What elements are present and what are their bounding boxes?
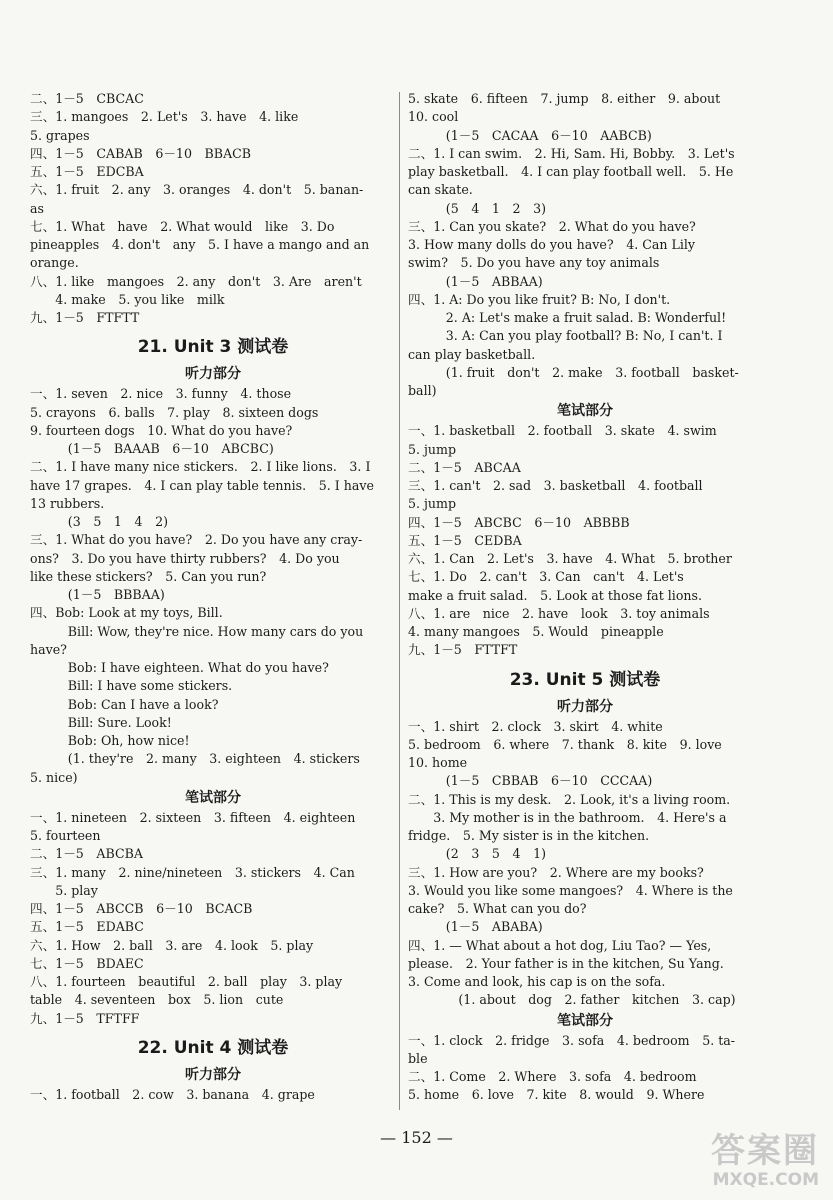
answer-line: 5. skate 6. fifteen 7. jump 8. either 9. about <box>408 91 721 106</box>
answer-line: 三、1. What do you have? 2. Do you have any cray- <box>30 532 363 548</box>
answer-line: swim? 5. Do you have any toy animals <box>408 255 660 271</box>
answer-line: ball) <box>408 383 437 398</box>
answer-line: 四、1－5 ABCBC 6－10 ABBBB <box>408 514 630 530</box>
subsection-title: 听力部分 <box>185 1066 241 1083</box>
answer-line: 三、1. Can you skate? 2. What do you have? <box>408 218 696 234</box>
answer-line: like these stickers? 5. Can you run? <box>30 568 267 584</box>
answer-line: 4. make 5. you like milk <box>55 291 225 307</box>
answer-line: 5. grapes <box>30 127 90 143</box>
answer-line: 5. fourteen <box>30 828 101 843</box>
answer-line: 二、1－5 ABCAA <box>408 459 521 475</box>
answer-line: (1－5 BBBAA) <box>67 587 165 602</box>
answer-line: 九、1－5 FTFTT <box>30 310 140 325</box>
answer-line: (3 5 1 4 2) <box>67 514 169 529</box>
answer-line: 五、1－5 CEDBA <box>408 532 522 548</box>
answer-line: 三、1. many 2. nine/nineteen 3. stickers 4. Can <box>30 864 355 880</box>
answer-line: 一、1. football 2. cow 3. banana 4. grape <box>30 1086 315 1102</box>
answer-line: 3. How many dolls do you have? 4. Can Lily <box>408 237 696 252</box>
answer-line: fridge. 5. My sister is in the kitchen. <box>408 828 650 843</box>
answer-line: 5. jump <box>408 496 457 512</box>
answer-line: 5. jump <box>408 441 457 457</box>
section-title: 21. Unit 3 测试卷 <box>137 337 289 358</box>
answer-line: have? <box>30 641 67 657</box>
answer-line: Bill: I have some stickers. <box>67 678 233 694</box>
section-title: 22. Unit 4 测试卷 <box>137 1037 289 1058</box>
answer-line: 九、1－5 TFTFF <box>30 1010 140 1026</box>
answer-line: 四、1. A: Do you like fruit? B: No, I don't. <box>408 291 671 307</box>
answer-line: 二、1－5 CBCAC <box>30 91 144 106</box>
answer-line: 八、1. like mangoes 2. any don't 3. Are aren't <box>30 273 362 289</box>
answer-line: 一、1. basketball 2. football 3. skate 4. swim <box>408 423 717 439</box>
answer-line: 5. play <box>55 882 98 898</box>
answer-line: (1－5 CBBAB 6－10 CCCAA) <box>445 773 653 789</box>
subsection-title: 笔试部分 <box>557 1012 613 1029</box>
answer-line: 4. many mangoes 5. Would pineapple <box>408 624 664 639</box>
answer-line: (2 3 5 4 1) <box>445 846 547 862</box>
answer-line: 七、1. What have 2. What would like 3. Do <box>30 218 335 234</box>
page-number: — 152 — <box>380 1128 453 1147</box>
answer-line: 七、1－5 BDAEC <box>30 955 144 971</box>
answer-line: 二、1. This is my desk. 2. Look, it's a living room. <box>408 791 731 807</box>
answer-line: 六、1. fruit 2. any 3. oranges 4. don't 5. banan- <box>30 182 364 198</box>
answer-line: 2. A: Let's make a fruit salad. B: Wonderful! <box>445 310 727 325</box>
answer-line: 五、1－5 EDCBA <box>30 164 144 179</box>
subsection-title: 听力部分 <box>185 366 241 383</box>
answer-line: 四、1. — What about a hot dog, Liu Tao? — Yes, <box>408 937 712 953</box>
answer-line: please. 2. Your father is in the kitchen, Su Yang. <box>408 955 724 971</box>
answer-line: 5. bedroom 6. where 7. thank 8. kite 9. love <box>408 736 722 752</box>
answer-line: 九、1－5 FTTFT <box>408 642 518 658</box>
answer-line: 八、1. fourteen beautiful 2. ball play 3. play <box>30 974 343 989</box>
answer-line: (1. fruit don't 2. make 3. football basket- <box>445 364 739 380</box>
answer-line: 5. crayons 6. balls 7. play 8. sixteen dogs <box>30 404 319 420</box>
answer-line: 3. Would you like some mangoes? 4. Where is the <box>408 882 733 898</box>
answer-line: play basketball. 4. I can play football well. 5. He <box>408 164 734 179</box>
answer-line: as <box>30 200 44 216</box>
answer-line: Bob: Can I have a look? <box>67 696 219 712</box>
right-column <box>408 90 762 1105</box>
answer-line: 3. Come and look, his cap is on the sofa. <box>408 974 666 989</box>
subsection-title: 笔试部分 <box>185 789 241 806</box>
answer-line: 六、1. Can 2. Let's 3. have 4. What 5. brother <box>408 551 732 566</box>
answer-line: 13 rubbers. <box>30 495 105 511</box>
answer-line: 七、1. Do 2. can't 3. Can can't 4. Let's <box>408 569 684 585</box>
answer-line: 六、1. How 2. ball 3. are 4. look 5. play <box>30 937 314 953</box>
answer-line: make a fruit salad. 5. Look at those fat lions. <box>408 587 702 603</box>
answer-line: (1－5 ABBAA) <box>445 273 543 289</box>
answer-line: 二、1－5 ABCBA <box>30 846 143 862</box>
answer-line: pineapples 4. don't any 5. I have a mango and an <box>30 237 370 252</box>
answer-line: 5. home 6. love 7. kite 8. would 9. Where <box>408 1087 705 1103</box>
answer-line: 10. cool <box>408 109 459 125</box>
answer-line: Bill: Wow, they're nice. How many cars do you <box>67 623 364 639</box>
answer-line: can skate. <box>408 182 473 198</box>
answer-line: 一、1. seven 2. nice 3. funny 4. those <box>30 386 292 402</box>
answer-line: have 17 grapes. 4. I can play table tennis. 5. I have <box>30 477 374 493</box>
answer-line: 二、1. I have many nice stickers. 2. I like lions. 3. I <box>30 459 371 475</box>
column-divider <box>399 92 400 1110</box>
answer-line: (5 4 1 2 3) <box>445 200 547 216</box>
answer-line: ble <box>408 1050 428 1066</box>
answer-line: 二、1. I can swim. 2. Hi, Sam. Hi, Bobby. 3. Let's <box>408 145 735 161</box>
answer-line: 5. nice) <box>30 769 78 785</box>
answer-line: (1－5 BAAAB 6－10 ABCBC) <box>67 441 274 456</box>
answer-line: 3. My mother is in the bathroom. 4. Here's a <box>433 809 727 825</box>
answer-line: 一、1. nineteen 2. sixteen 3. fifteen 4. eighteen <box>30 809 356 825</box>
watermark-logo-text: 答案圈 <box>711 1131 819 1171</box>
answer-line: 一、1. shirt 2. clock 3. skirt 4. white <box>408 718 663 734</box>
answer-line: 10. home <box>408 755 468 770</box>
answer-line: 八、1. are nice 2. have look 3. toy animals <box>408 605 710 621</box>
answer-line: 一、1. clock 2. fridge 3. sofa 4. bedroom 5. ta- <box>408 1032 736 1048</box>
answer-line: 9. fourteen dogs 10. What do you have? <box>30 422 293 438</box>
answer-line: 四、1－5 ABCCB 6－10 BCACB <box>30 901 253 916</box>
answer-line: orange. <box>30 255 79 271</box>
watermark-url: MXQE.COM <box>712 1170 819 1190</box>
answer-line: (1－5 CACAA 6－10 AABCB) <box>445 127 652 143</box>
answer-line: 3. A: Can you play football? B: No, I can't. I <box>445 328 723 344</box>
subsection-title: 笔试部分 <box>557 403 613 420</box>
answer-line: (1. about dog 2. father kitchen 3. cap) <box>458 992 736 1008</box>
section-title: 23. Unit 5 测试卷 <box>509 669 661 690</box>
answer-line: 二、1. Come 2. Where 3. sofa 4. bedroom <box>408 1069 697 1084</box>
subsection-title: 听力部分 <box>557 698 613 715</box>
answer-line: 三、1. mangoes 2. Let's 3. have 4. like <box>30 109 299 125</box>
answer-line: 四、Bob: Look at my toys, Bill. <box>30 605 223 621</box>
answer-line: Bob: Oh, how nice! <box>67 733 190 748</box>
answer-line: 三、1. can't 2. sad 3. basketball 4. football <box>408 478 703 493</box>
answer-line: 五、1－5 EDABC <box>30 919 144 935</box>
answer-line: cake? 5. What can you do? <box>408 901 587 916</box>
left-column <box>30 90 396 1104</box>
answer-line: can play basketball. <box>408 346 536 362</box>
answer-line: table 4. seventeen box 5. lion cute <box>30 992 284 1008</box>
answer-line: ons? 3. Do you have thirty rubbers? 4. Do you <box>30 550 340 566</box>
answer-line: (1. they're 2. many 3. eighteen 4. stickers <box>67 751 360 767</box>
answer-line: Bill: Sure. Look! <box>67 714 172 730</box>
answer-line: Bob: I have eighteen. What do you have? <box>67 660 329 675</box>
answer-line: 四、1－5 CABAB 6－10 BBACB <box>30 145 252 161</box>
watermark-logo <box>711 1132 819 1190</box>
answer-line: (1－5 ABABA) <box>445 919 543 935</box>
answer-line: 三、1. How are you? 2. Where are my books? <box>408 864 704 880</box>
